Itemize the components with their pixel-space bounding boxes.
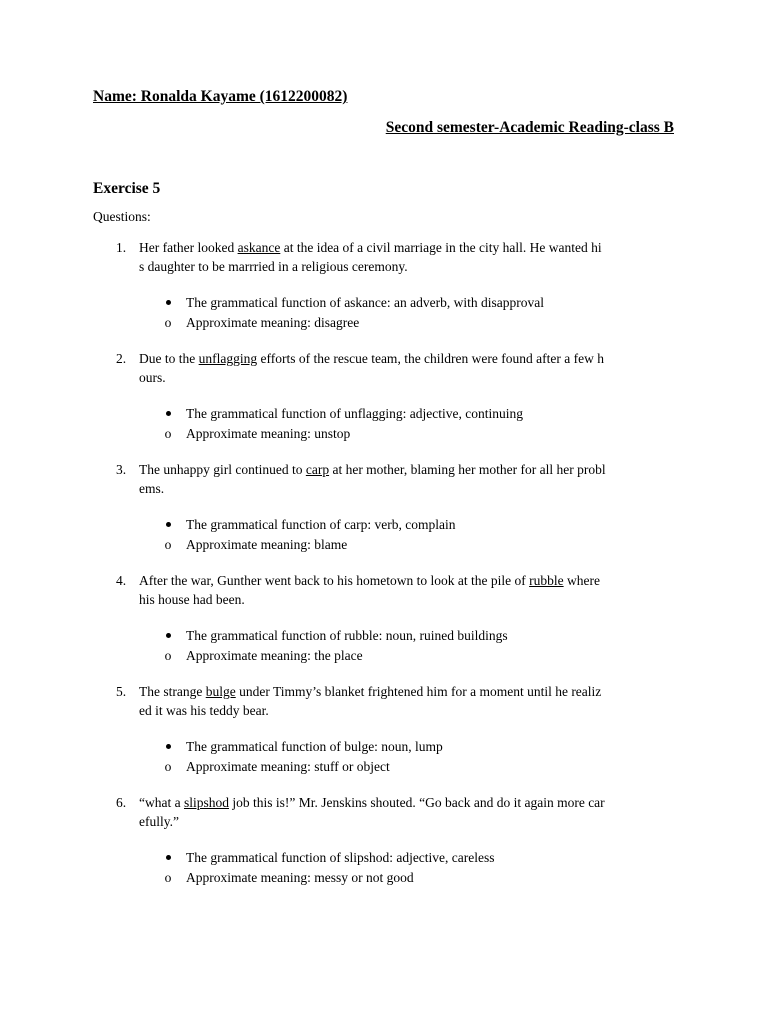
exercise-title: Exercise 5 bbox=[93, 180, 161, 197]
question-text: Her father looked askance at the idea of a civil marriage in the city hall. He wanted hi s daughter to be marrried in a religious ceremony. bbox=[139, 240, 602, 274]
bullet-icon bbox=[162, 738, 174, 757]
question-text: The unhappy girl continued to carp at her mother, blaming her mother for all her probl ems. bbox=[139, 462, 606, 496]
meaning-item: o Approximate meaning: stuff or object bbox=[0, 758, 768, 778]
answer-list bbox=[0, 738, 768, 777]
answer-list bbox=[0, 849, 768, 888]
student-name: Name: Ronalda Kayame (1612200082) bbox=[93, 88, 348, 105]
circle-bullet-icon: o bbox=[164, 536, 172, 552]
circle-bullet-icon: o bbox=[164, 869, 172, 885]
question-text: Due to the unflagging efforts of the rescue team, the children were found after a few h ours. bbox=[139, 351, 604, 385]
bullet-icon bbox=[162, 294, 174, 313]
circle-bullet-icon: o bbox=[164, 647, 172, 663]
function-item: The grammatical function of slipshod: adjective, careless bbox=[0, 849, 768, 869]
target-word: carp bbox=[305, 462, 330, 477]
question-number: 5. bbox=[116, 684, 127, 699]
bullet-icon bbox=[162, 849, 174, 868]
bullet-icon bbox=[162, 516, 174, 535]
target-word: unflagging bbox=[198, 351, 258, 366]
question-text: The strange bulge under Timmy’s blanket frightened him for a moment until he realiz ed it was his teddy bear. bbox=[139, 684, 602, 718]
question-text: “what a slipshod job this is!” Mr. Jenskins shouted. “Go back and do it again more car efully.” bbox=[139, 795, 605, 829]
meaning-item: o Approximate meaning: the place bbox=[0, 647, 768, 667]
function-item: The grammatical function of askance: an adverb, with disapproval bbox=[0, 294, 768, 314]
target-word: rubble bbox=[529, 573, 564, 588]
circle-bullet-icon: o bbox=[164, 314, 172, 330]
answer-list bbox=[0, 627, 768, 666]
question-number: 4. bbox=[116, 573, 127, 588]
meaning-item: o Approximate meaning: disagree bbox=[0, 314, 768, 334]
meaning-item: o Approximate meaning: blame bbox=[0, 536, 768, 556]
function-item: The grammatical function of rubble: noun, ruined buildings bbox=[0, 627, 768, 647]
meaning-item: o Approximate meaning: unstop bbox=[0, 425, 768, 445]
function-item: The grammatical function of carp: verb, complain bbox=[0, 516, 768, 536]
target-word: slipshod bbox=[183, 795, 229, 810]
questions-label: Questions: bbox=[93, 209, 151, 224]
circle-bullet-icon: o bbox=[164, 758, 172, 774]
bullet-icon bbox=[162, 405, 174, 424]
function-item: The grammatical function of bulge: noun, lump bbox=[0, 738, 768, 758]
target-word: bulge bbox=[205, 684, 236, 699]
function-item: The grammatical function of unflagging: adjective, continuing bbox=[0, 405, 768, 425]
target-word: askance bbox=[237, 240, 281, 255]
course-title: Second semester-Academic Reading-class B bbox=[385, 119, 674, 136]
question-number: 3. bbox=[116, 462, 127, 477]
meaning-item: o Approximate meaning: messy or not good bbox=[0, 869, 768, 889]
answer-list bbox=[0, 405, 768, 444]
circle-bullet-icon: o bbox=[164, 425, 172, 441]
question-number: 2. bbox=[116, 351, 127, 366]
bullet-icon bbox=[162, 627, 174, 646]
question-text: After the war, Gunther went back to his hometown to look at the pile of rubble where his house had been. bbox=[139, 573, 600, 607]
question-number: 1. bbox=[116, 240, 127, 255]
answer-list bbox=[0, 294, 768, 333]
question-number: 6. bbox=[116, 795, 127, 810]
answer-list bbox=[0, 516, 768, 555]
